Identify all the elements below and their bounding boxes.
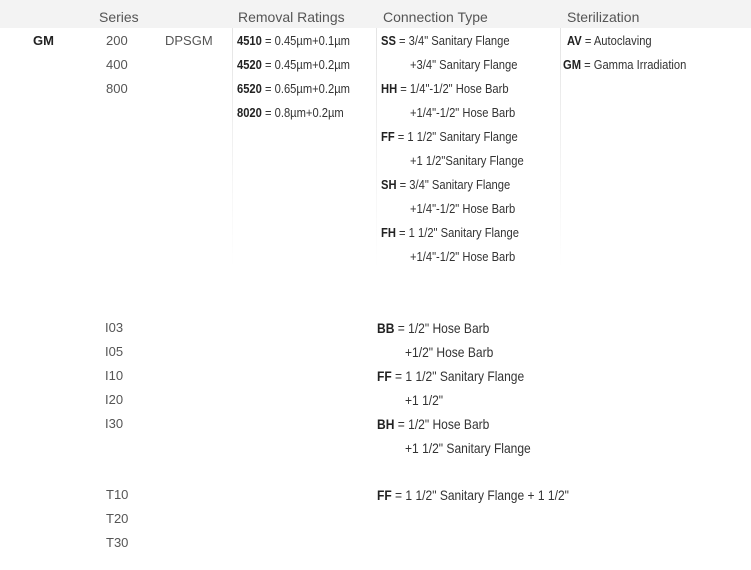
connection-value: = 3/4" Sanitary Flange (399, 177, 511, 192)
series-item: T20 (106, 511, 129, 526)
connection-continuation: +1/4"-1/2" Hose Barb (410, 201, 516, 216)
connection-continuation: +1 1/2" Sanitary Flange (405, 440, 531, 456)
header-removal-ratings: Removal Ratings (238, 9, 345, 25)
series-item: 800 (106, 81, 128, 96)
connection-value: = 1 1/2" Sanitary Flange + 1 1/2" (395, 487, 569, 503)
sterilization-code: GM (563, 57, 582, 72)
connection-continuation: +1/4"-1/2" Hose Barb (410, 105, 516, 120)
rating-value: = 0.8µm+0.2µm (264, 105, 344, 120)
connection-code: BH (377, 416, 395, 432)
header-connection-type: Connection Type (383, 9, 488, 25)
connection-entry (381, 33, 531, 49)
connection-entry (377, 487, 600, 503)
column-divider (376, 28, 377, 268)
connection-entry (381, 129, 540, 145)
rating-value: = 0.45µm+0.2µm (264, 57, 350, 72)
rating-value: = 0.65µm+0.2µm (264, 81, 350, 96)
sterilization-value: = Autoclaving (584, 33, 652, 48)
connection-code: HH (381, 81, 398, 96)
connection-value: = 1 1/2" Sanitary Flange (397, 129, 518, 144)
rating-code: 8020 (237, 105, 262, 120)
rating-entry (237, 33, 368, 49)
connection-value: = 1 1/2" Sanitary Flange (399, 225, 519, 240)
rating-entry (237, 57, 368, 73)
series-item: I30 (105, 416, 124, 431)
connection-entry (381, 225, 541, 241)
connection-code: FF (377, 487, 392, 503)
connection-value: = 1/2" Hose Barb (397, 416, 490, 432)
rating-code: 6520 (237, 81, 262, 96)
series-item: T30 (106, 535, 129, 550)
rating-code: 4510 (237, 33, 262, 48)
rating-entry (237, 81, 368, 97)
series-item: I20 (105, 392, 124, 407)
connection-continuation: +1/4"-1/2" Hose Barb (410, 249, 516, 264)
sterilization-entry (567, 33, 665, 49)
sterilization-code: AV (567, 33, 582, 48)
connection-entry (377, 320, 508, 336)
column-divider (232, 28, 233, 268)
connection-code: FH (381, 225, 396, 240)
connection-code: SH (381, 177, 397, 192)
rating-entry (237, 105, 361, 121)
series-item: 200 (106, 33, 128, 48)
connection-value: = 3/4" Sanitary Flange (399, 33, 510, 48)
connection-entry (377, 368, 548, 384)
header-series: Series (99, 9, 139, 25)
connection-continuation: +3/4" Sanitary Flange (410, 57, 518, 72)
connection-value: = 1/2" Hose Barb (397, 320, 490, 336)
sterilization-value: = Gamma Irradiation (584, 57, 687, 72)
series-item: I10 (105, 368, 124, 383)
model-code: DPSGM (165, 33, 213, 48)
connection-continuation: +1 1/2" (405, 392, 444, 408)
column-divider (560, 28, 561, 268)
product-code: GM (33, 33, 54, 48)
series-item: 400 (106, 57, 128, 72)
rating-value: = 0.45µm+0.1µm (264, 33, 350, 48)
series-item: T10 (106, 487, 129, 502)
connection-value: = 1 1/2" Sanitary Flange (395, 368, 525, 384)
connection-code: BB (377, 320, 395, 336)
connection-value: = 1/4"-1/2" Hose Barb (400, 81, 509, 96)
connection-entry (381, 177, 531, 193)
connection-entry (377, 416, 508, 432)
rating-code: 4520 (237, 57, 262, 72)
sterilization-entry (563, 57, 706, 73)
connection-code: SS (381, 33, 396, 48)
connection-continuation: +1/2" Hose Barb (405, 344, 494, 360)
series-item: I05 (105, 344, 124, 359)
connection-continuation: +1 1/2"Sanitary Flange (410, 153, 524, 168)
series-item: I03 (105, 320, 124, 335)
connection-entry (381, 81, 529, 97)
connection-code: FF (381, 129, 395, 144)
connection-code: FF (377, 368, 392, 384)
header-sterilization: Sterilization (567, 9, 640, 25)
